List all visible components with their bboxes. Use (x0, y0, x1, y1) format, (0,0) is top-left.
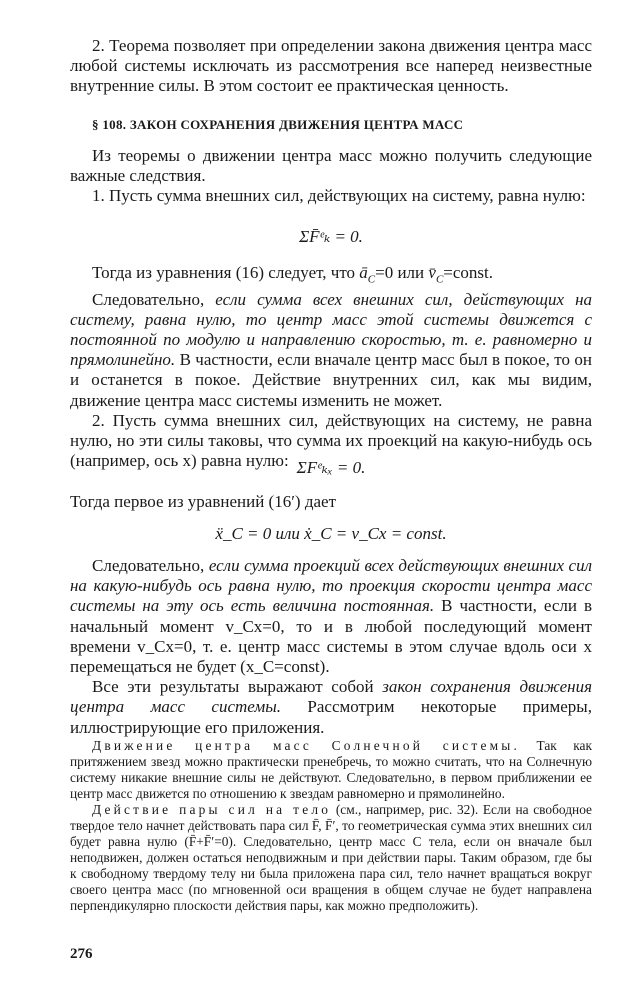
consequences-paragraph: Из теоремы о движении центра масс можно получить следующие важные следствия. (70, 146, 592, 186)
case1-conseq-tail: В частности, если вначале центр масс был в покое, то он и останется в покое. Действие внутренних сил, как мы видим, движение центра масс системы изменить не может. (70, 350, 592, 410)
case1-intro: 1. Пусть сумма внешних сил, действующих на систему, равна нулю: (92, 186, 586, 206)
section-heading: § 108. ЗАКОН СОХРАНЕНИЯ ДВИЖЕНИЯ ЦЕНТРА МАСС (92, 117, 464, 132)
page-number: 276 (70, 946, 93, 962)
case2-then: Тогда первое из уравнений (16′) дает (70, 492, 337, 511)
example1-text: Так как притяжением звезд можно практически пренебречь, то можно считать, что на Солнечную систему никакие внешние силы не действуют. Следовательно, в первом приближении ее центр масс движется по отношению к звездам равномерно и прямолинейно. (70, 738, 592, 801)
formula-sum-projections: ΣFᵉₖₓ = 0. (296, 458, 366, 477)
case2-then-block (70, 492, 592, 512)
intro-text: 2. Теорема позволяет при определении закона движения центра масс любой системы исключать из рассмотрения все наперед неизвестные внутренние силы. В этом состоит ее практическая ценность. (70, 36, 592, 96)
velocity-subscript: C (435, 273, 444, 286)
case1-then-text: Тогда из уравнения (16) следует, что (92, 263, 360, 282)
accel-symbol: ā (359, 263, 368, 282)
example2-text: (см., например, рис. 32). Если на свободное твердое тело начнет действовать пара сил F̄, F̄′, то геометрическая сумма этих внешних сил будет равна нулю (F̄+F̄′=0). Следовательно, центр масс C тела, если он вначале был неподвижен, должен остаться неподвижным и при действии пары. Таким образом, где бы к свободному твердому телу ни была приложена пара сил, тело начнет вращаться вокруг своего центра масс (по мгновенной оси вращения в общем случае не будет направлена перпендикулярно плоскости действия пары, как можно предположить). (70, 802, 592, 913)
case2-intro: 2. Пусть сумма внешних сил, действующих на систему, не равна нулю, но эти силы таковы, что сумма их проекций на какую-нибудь ось (например, ось x) равна нулю: (70, 410, 592, 471)
case2-consequence (70, 556, 592, 677)
case2-conseq-italic: если сумма проекций всех действующих внешних сил на какую-нибудь ось равна нулю, то проекция скорости центра масс системы на эту ось есть величина постоянная. (70, 556, 593, 616)
formula-sum-forces: ΣF̄ᵉₖ = 0. (299, 227, 363, 246)
case1-then (70, 263, 592, 290)
conclusion-paragraph (70, 677, 592, 738)
case1-conseq-lead: Следовательно, (92, 289, 216, 309)
case1-block (70, 263, 592, 471)
conclusion-tail: Рассмотрим некоторые примеры, иллюстрирующие его приложения. (70, 697, 592, 737)
formula-x-center: ẍ_C = 0 или ẋ_C = v_Cx = const. (215, 524, 447, 543)
case2-conseq-tail: В частности, если в начальный момент v_Cx=0, то и в любой последующий момент времени v_Cx=0, т. е. центр масс системы в этом случае вдоль оси x перемещаться не будет (x_C=const). (70, 596, 592, 677)
consequences-block (70, 146, 592, 207)
examples-block (70, 738, 592, 914)
example1-title: Движение центра масс Солнечной системы. (92, 738, 521, 753)
case2-block (70, 556, 592, 738)
accel-subscript: C (367, 273, 376, 286)
case2-conseq-lead: Следовательно, (92, 556, 209, 575)
case1-consequence (70, 290, 592, 411)
velocity-eq: =const. (443, 263, 494, 282)
velocity-symbol: v̄ (428, 263, 436, 282)
accel-eq: =0 или (375, 263, 429, 282)
example-solar-system (70, 738, 592, 802)
intro-paragraph (70, 36, 592, 97)
conclusion-lead: Все эти результаты выражают собой (92, 677, 383, 697)
case1-conseq-italic: если сумма всех внешних сил, действующих на систему, равна нулю, то центр масс этой системы движется с постоянной по модулю и направлению скоростью, т. е. равномерно и прямолинейно. (70, 289, 592, 370)
example2-title: Действие пары сил на тело (92, 802, 332, 817)
conclusion-italic: закон сохранения движения центра масс системы. (70, 677, 592, 717)
example-couple-of-forces (70, 802, 592, 914)
